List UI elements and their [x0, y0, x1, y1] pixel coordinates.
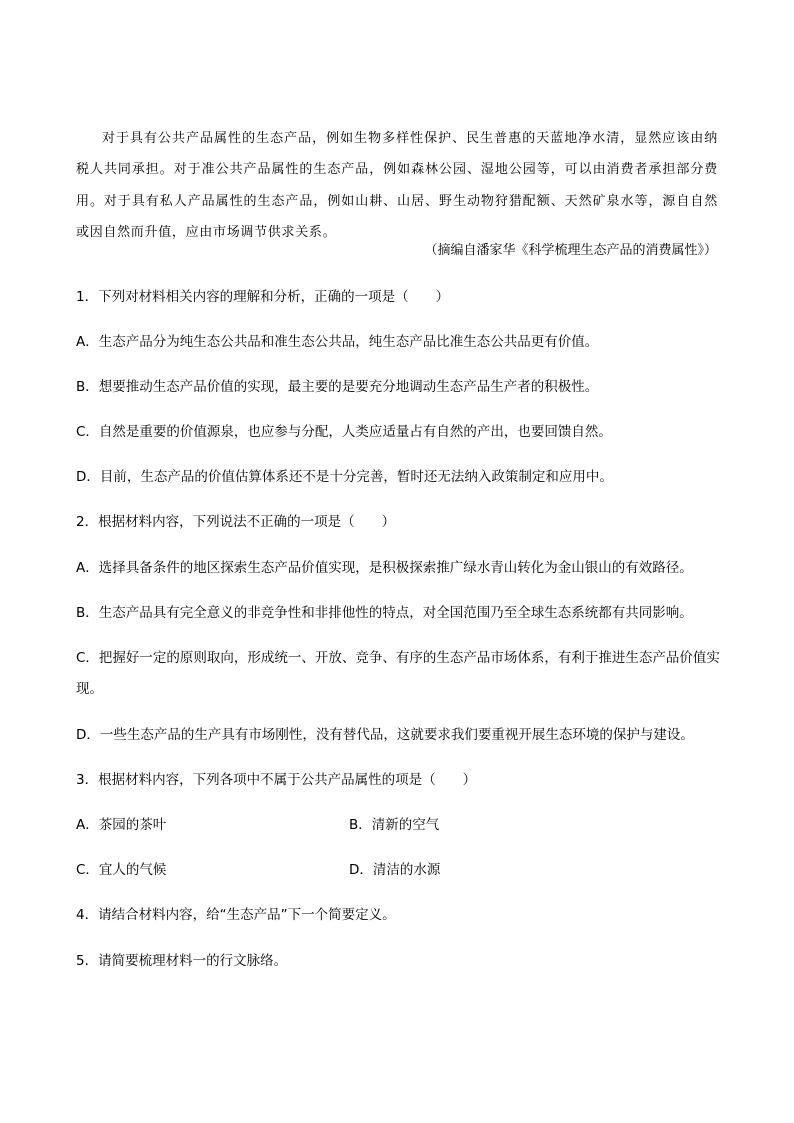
- question-1-option-a: A．生态产品分为纯生态公共品和准生态公共品，纯生态产品比准生态公共品更有价值。: [76, 334, 599, 350]
- question-1-option-b: B．想要推动生态产品价值的实现，最主要的是要充分地调动生态产品生产者的积极性。: [76, 379, 599, 395]
- question-3-option-a: A．茶园的茶叶: [76, 817, 167, 833]
- reading-passage: [76, 123, 718, 248]
- question-1-stem: 1．下列对材料相关内容的理解和分析，正确的一项是（ ）: [76, 289, 450, 305]
- question-5-stem: 5．请简要梳理材料一的行文脉络。: [76, 953, 288, 969]
- question-3-option-b: B．清新的空气: [349, 817, 440, 833]
- question-2-option-d: D．一些生态产品的生产具有市场刚性，没有替代品，这就要求我们要重视开展生态环境的保护与建设。: [76, 727, 694, 743]
- question-3-option-c: C．宜人的气候: [76, 862, 167, 878]
- question-2-option-a: A．选择具备条件的地区探索生态产品价值实现，是积极探索推广绿水青山转化为金山银山的有效路径。: [76, 560, 693, 576]
- question-2-stem: 2．根据材料内容，下列说法不正确的一项是（ ）: [76, 514, 396, 530]
- passage-source: （摘编自潘家华《科学梳理生态产品的消费属性》）: [424, 243, 717, 258]
- question-2-option-b: B．生态产品具有完全意义的非竞争性和非排他性的特点，对全国范围乃至全球生态系统都有共同影响。: [76, 605, 693, 621]
- question-1-option-d: D．目前，生态产品的价值估算体系还不是十分完善，暂时还无法纳入政策制定和应用中。: [76, 469, 613, 485]
- question-2-option-c: C．把握好一定的原则取向，形成统一、开放、竞争、有序的生态产品市场体系，有利于推进生态产品价值实现。: [76, 650, 720, 697]
- question-3-stem: 3．根据材料内容，下列各项中不属于公共产品属性的项是（ ）: [76, 772, 477, 788]
- question-4-stem: 4．请结合材料内容，给“生态产品”下一个简要定义。: [76, 907, 396, 923]
- question-1-option-c: C．自然是重要的价值源泉，也应参与分配，人类应适量占有自然的产出，也要回馈自然。: [76, 424, 612, 440]
- passage-paragraph: 对于具有公共产品属性的生态产品，例如生物多样性保护、民生普惠的天蓝地净水清，显然应该由纳税人共同承担。对于准公共产品属性的生态产品，例如森林公园、湿地公园等，可以由消费者承担部分费用。对于具有私人产品属性的生态产品，例如山耕、山居、野生动物狩猎配额、天然矿泉水等，源自自然或因自然而升值，应由市场调节供求关系。: [76, 131, 718, 240]
- question-3-option-d: D．清洁的水源: [349, 862, 441, 878]
